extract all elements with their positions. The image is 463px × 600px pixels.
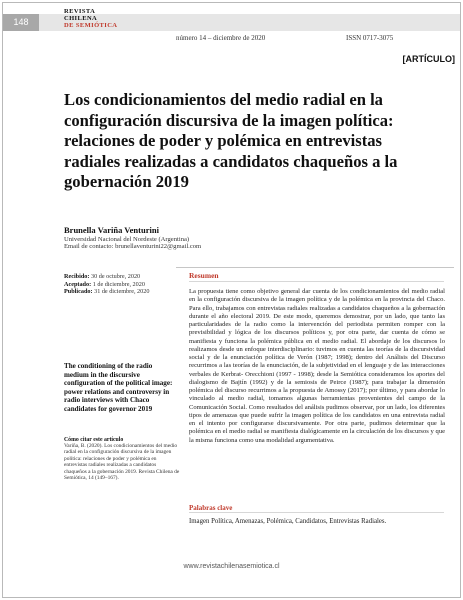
english-title: The conditioning of the radio medium in the discursive configuration of the political image: power relations and controversy in radio interviews with Chaco candidates for governor 2019 [64,362,173,413]
author-affiliation: Universidad Nacional del Nordeste (Argentina) [64,236,190,243]
article-dates [64,273,149,296]
keywords-underline [189,512,444,513]
journal-logo-line1: REVISTA [64,8,96,15]
author-name: Brunella Variña Venturini [64,225,159,235]
issue-info: número 14 – diciembre de 2020 [176,34,266,42]
abstract-text: La propuesta tiene como objetivo general dar cuenta de los condicionamientos del medio radial en la configuración discursiva de la imagen política y de la polémica en la provincia del Chaco. Para ello, trabajamos con entrevistas radiales realizadas a candidatos chaqueños a la gobernación durante el año electoral 2019. De este modo, queremos demostrar, por un lado, que tanto las particularidades de la radio como la intervención del periodista permiten romper con la previsibilidad y lógica de los discursos políticos y, por otra parte, dar cuenta de cómo se manifiesta y funciona la polémica pública en el medio radial. El abordaje de los discursos lo realizamos desde un enfoque interdisciplinario: tuvimos en cuenta las teorías de la discursividad social y de la enunciación política de Verón (1987; 1998); dentro del Análisis del Discurso recurrimos a las teorías de la enunciación, de la subjetividad en el lenguaje y de las interacciones verbales de Kerbrat- Orecchioni (1997 - 1998); desde la Semiótica consideramos los aportes del dialogismo de Bajtín (1992) y de la semiosis de Peirce (1987); para trabajar la dimensión polémica del discurso recurrimos a la propuesta de Amossy (2017); por último, y para abordar lo vinculado al medio radial, tomamos algunas herramientas provenientes del campo de la Comunicación Social. Como resultados del análisis pudimos observar, por un lado, los diferentes tipos de amenazas que puede sufrir la imagen política de los candidatos en una entrevista radial en el intento por configurarse discursivamente. Por otra parte, pudimos determinar que la polémica en el medio radial se manifiesta dialógicamente en la circulación de los discursos y que la misma funciona como una modalidad argumentativa. [189,288,445,444]
article-type-tag: [ARTÍCULO] [402,54,455,64]
date-received: Recibido: 30 de octubre, 2020 [64,273,141,280]
page-number: 148 [3,14,39,31]
date-published: Publicado: 31 de diciembre, 2020 [64,288,150,296]
abstract-label: Resumen [189,271,219,280]
keywords-text: Imagen Política, Amenazas, Polémica, Candidatos, Entrevistas Radiales. [189,518,387,525]
journal-logo-line3: DE SEMIÓTICA [64,22,118,29]
article-title: Los condicionamientos del medio radial en la configuración discursiva de la imagen política: relaciones de poder y polémica en entrevistas radiales realizadas a candidatos chaqueños a la gobernación 2019 [64,90,398,191]
section-divider [176,267,454,268]
author-email[interactable]: Email de contacto: brunellaventurini22@gmail.com [64,243,202,250]
abstract-underline [189,281,444,282]
citation-text: Variña, B. (2020). Los condicionamientos del medio radial en la configuración discursiva de la imagen política: relaciones de poder y polémica en entrevistas radiales realizadas a candidatos chaqueños a la gobernación 2019. Revista Chilena de Semiótica, 14 (149–167). [64,443,180,482]
journal-logo-line2: CHILENA [64,15,98,22]
citation-label: Cómo citar este artículo [64,437,124,443]
date-accepted: Aceptado: 1 de diciembre, 2020 [64,280,145,288]
keywords-label: Palabras clave [189,504,233,512]
footer-url[interactable]: www.revistachilenasemiotica.cl [183,563,280,570]
issn: ISSN 0717-3075 [346,34,394,42]
journal-logo [64,8,117,29]
